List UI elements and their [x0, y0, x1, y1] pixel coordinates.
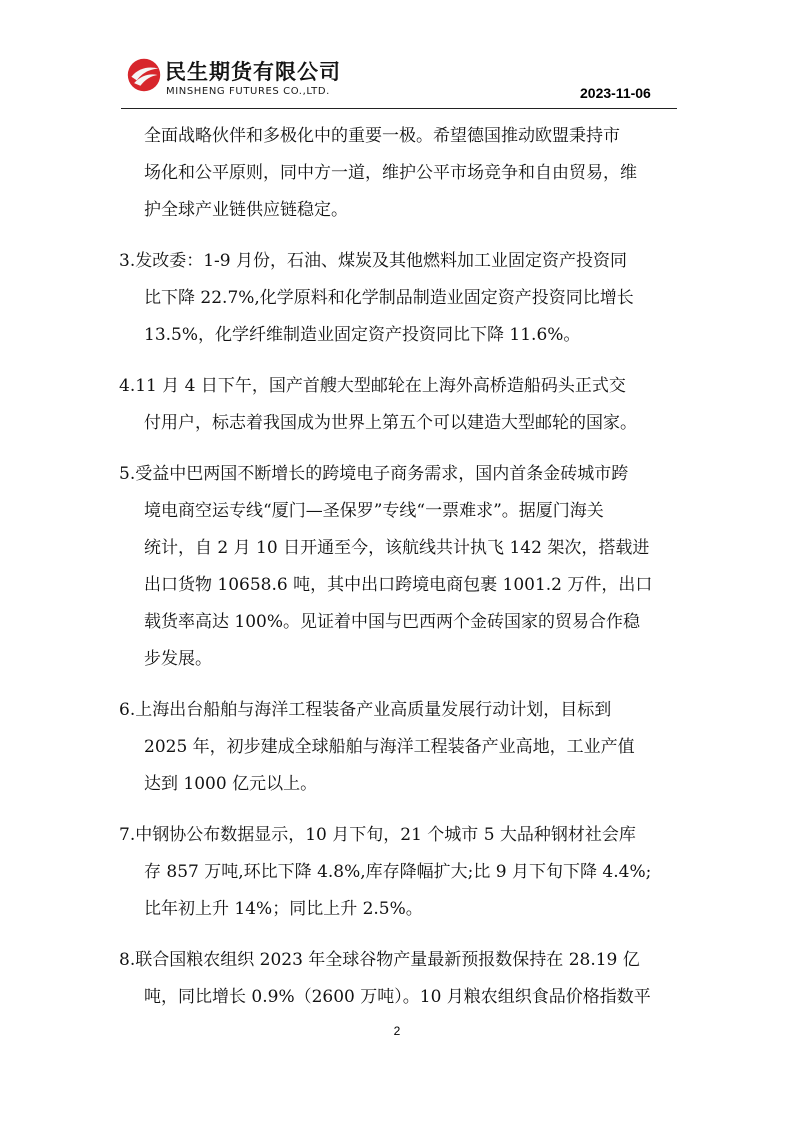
item-line: 存 857 万吨,环比下降 4.8%,库存降幅扩大;比 9 月下旬下降 4.4%; — [144, 862, 652, 882]
company-name-cn: 民生期货有限公司 — [165, 60, 341, 84]
page-header — [0, 0, 794, 110]
news-item-3 — [0, 243, 794, 354]
item-line: 比下降 22.7%,化学原料和化学制品制造业固定资产投资同比增长 — [144, 288, 634, 308]
item-line: 5.受益中巴两国不断增长的跨境电子商务需求，国内首条金砖城市跨 — [119, 464, 629, 484]
news-item-5 — [0, 456, 794, 678]
company-name-en: MINSHENG FUTURES CO.,LTD. — [166, 86, 330, 97]
item-line: 载货率高达 100%。见证着中国与巴西两个金砖国家的贸易合作稳 — [144, 612, 641, 632]
item-line: 达到 1000 亿元以上。 — [144, 774, 318, 794]
item-line: 步发展。 — [144, 649, 212, 669]
intro-line: 全面战略伙伴和多极化中的重要一极。希望德国推动欧盟秉持市 — [144, 126, 620, 146]
item-line: 6.上海出台船舶与海洋工程装备产业高质量发展行动计划，目标到 — [119, 700, 612, 720]
page-number: 2 — [393, 1024, 401, 1038]
news-item-8 — [0, 942, 794, 1016]
item-line: 7.中钢协公布数据显示，10 月下旬，21 个城市 5 大品种钢材社会库 — [119, 825, 636, 845]
item-line: 2025 年，初步建成全球船舶与海洋工程装备产业高地，工业产值 — [144, 737, 635, 757]
item-line: 比年初上升 14%；同比上升 2.5%。 — [144, 899, 423, 919]
intro-line: 场化和公平原则，同中方一道，维护公平市场竞争和自由贸易，维 — [144, 163, 637, 183]
item-line: 8.联合国粮农组织 2023 年全球谷物产量最新预报数保持在 28.19 亿 — [119, 950, 640, 970]
item-line: 4.11 月 4 日下午，国产首艘大型邮轮在上海外高桥造船码头正式交 — [119, 376, 626, 396]
news-item-4 — [0, 368, 794, 442]
intro-paragraph — [0, 118, 794, 229]
item-line: 境电商空运专线“厦门—圣保罗”专线“一票难求”。据厦门海关 — [144, 501, 604, 521]
report-body — [0, 118, 794, 1030]
item-line: 统计，自 2 月 10 日开通至今，该航线共计执飞 142 架次，搭载进 — [144, 538, 650, 558]
report-date: 2023-11-06 — [580, 85, 651, 101]
item-line: 13.5%，化学纤维制造业固定资产投资同比下降 11.6%。 — [144, 325, 581, 345]
news-item-7 — [0, 817, 794, 928]
news-item-6 — [0, 692, 794, 803]
item-line: 吨，同比增长 0.9%（2600 万吨）。10 月粮农组织食品价格指数平 — [144, 987, 651, 1007]
item-line: 付用户，标志着我国成为世界上第五个可以建造大型邮轮的国家。 — [144, 413, 637, 433]
header-divider — [121, 108, 677, 109]
item-line: 出口货物 10658.6 吨，其中出口跨境电商包裹 1001.2 万件，出口 — [144, 575, 653, 595]
minsheng-logo-icon — [126, 57, 162, 93]
intro-line: 护全球产业链供应链稳定。 — [144, 200, 348, 220]
item-line: 3.发改委：1-9 月份，石油、煤炭及其他燃料加工业固定资产投资同 — [119, 251, 627, 271]
